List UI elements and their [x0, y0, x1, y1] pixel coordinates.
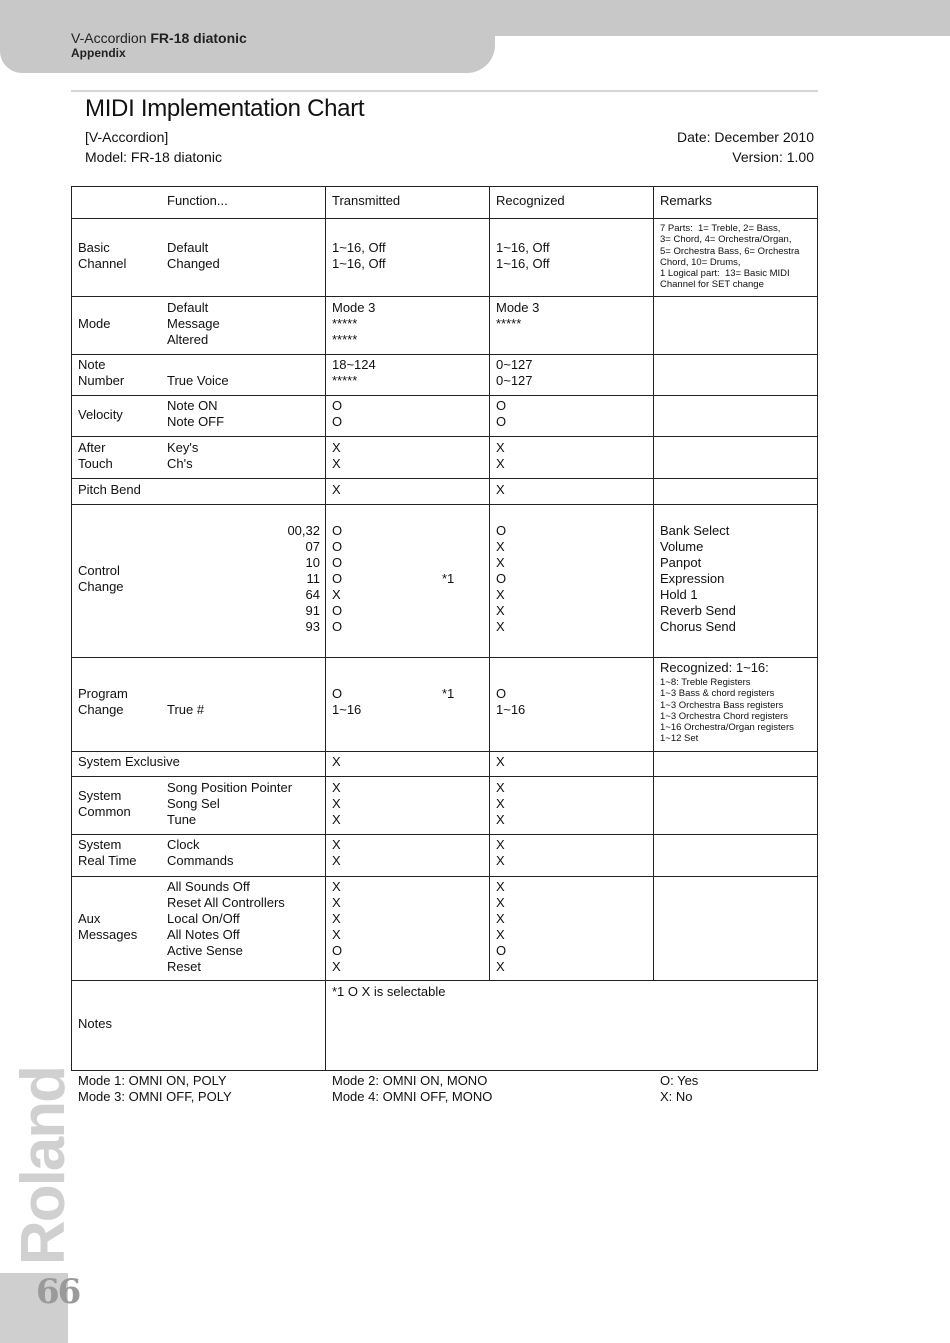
title-rule — [71, 90, 818, 92]
notes-text: *1 O X is selectable — [332, 984, 446, 999]
date-label: Date: December 2010 — [677, 129, 814, 145]
system-common-tx: X X X — [332, 780, 341, 827]
footer-mode1: Mode 1: OMNI ON, POLY — [78, 1073, 227, 1088]
row-divider — [72, 876, 817, 877]
pitch-bend-rx: X — [496, 482, 505, 497]
header-recognized: Recognized — [496, 193, 565, 208]
column-divider — [325, 187, 326, 1070]
velocity-tx: O O — [332, 398, 343, 429]
mode-rx: Mode 3 ***** — [496, 300, 540, 331]
mode-tx: Mode 3 ***** ***** — [332, 300, 376, 347]
after-touch-label: After Touch — [78, 440, 113, 471]
roland-logo: Roland — [9, 1066, 78, 1266]
after-touch-rx: X X — [496, 440, 505, 471]
page-title: MIDI Implementation Chart — [85, 95, 365, 122]
aux-messages-sub: All Sounds Off Reset All Controllers Local On/Off All Notes Off Active Sense Reset — [167, 879, 285, 974]
version-label: Version: 1.00 — [732, 149, 814, 165]
column-divider — [653, 187, 654, 980]
program-change-remarks-head: Recognized: 1~16: — [660, 660, 769, 675]
note-number-sub: True Voice — [167, 373, 229, 388]
program-change-remarks: 1~8: Treble Registers 1~3 Bass & chord registers 1~3 Orchestra Bass registers 1~3 Orchestra Chord registers 1~16 Orchestra/Organ registers 1~12 Set — [660, 677, 794, 745]
system-realtime-label: System Real Time — [78, 837, 137, 868]
footer-mode4: Mode 4: OMNI OFF, MONO — [332, 1089, 493, 1104]
system-exclusive-rx: X — [496, 754, 505, 769]
basic-channel-remarks: 7 Parts: 1= Treble, 2= Bass, 3= Chord, 4= Orchestra/Organ, 5= Orchestra Bass, 6= Orchestra Chord, 10= Drums, 1 Logical part: 13= Basic MIDI Channel for SET change — [660, 223, 800, 291]
system-realtime-sub: Clock Commands — [167, 837, 234, 868]
basic-channel-rx: 1~16, Off 1~16, Off — [496, 240, 550, 271]
program-change-tx: O 1~16 — [332, 686, 362, 717]
footer-yes: O: Yes — [660, 1073, 699, 1088]
device-label: [V-Accordion] — [85, 129, 169, 145]
header-remarks: Remarks — [660, 193, 713, 208]
row-divider — [72, 751, 817, 752]
basic-channel-label: Basic Channel — [78, 240, 127, 271]
row-divider — [72, 395, 817, 396]
program-change-tx-note: *1 — [442, 686, 455, 701]
program-change-sub: True # — [167, 702, 205, 717]
row-divider — [72, 657, 817, 658]
velocity-rx: O O — [496, 398, 507, 429]
mode-sub: Default Message Altered — [167, 300, 220, 347]
row-divider — [72, 478, 817, 479]
footer-no: X: No — [660, 1089, 693, 1104]
system-common-rx: X X X — [496, 780, 505, 827]
program-change-rx: O 1~16 — [496, 686, 526, 717]
control-change-remarks: Bank Select Volume Panpot Expression Hold 1 Reverb Send Chorus Send — [660, 523, 736, 634]
system-common-label: System Common — [78, 788, 131, 819]
header-function: Function... — [167, 193, 228, 208]
header-title: V-Accordion FR-18 diatonic — [71, 30, 247, 46]
pitch-bend-label: Pitch Bend — [78, 482, 141, 497]
row-divider — [72, 218, 817, 219]
velocity-label: Velocity — [78, 407, 123, 422]
control-change-rx: O X X O X X X — [496, 523, 507, 634]
row-divider — [72, 354, 817, 355]
row-divider — [72, 980, 817, 981]
after-touch-tx: X X — [332, 440, 341, 471]
aux-messages-rx: X X X X O X — [496, 879, 507, 974]
pitch-bend-tx: X — [332, 482, 341, 497]
control-change-label: Control Change — [78, 563, 124, 594]
midi-implementation-table — [71, 186, 818, 1071]
system-exclusive-label: System Exclusive — [78, 754, 180, 769]
basic-channel-sub: Default Changed — [167, 240, 220, 271]
velocity-sub: Note ON Note OFF — [167, 398, 225, 429]
system-exclusive-tx: X — [332, 754, 341, 769]
row-divider — [72, 436, 817, 437]
header-section: Appendix — [71, 46, 126, 60]
aux-messages-tx: X X X X O X — [332, 879, 343, 974]
row-divider — [72, 504, 817, 505]
footer-mode3: Mode 3: OMNI OFF, POLY — [78, 1089, 232, 1104]
system-realtime-tx: X X — [332, 837, 341, 868]
row-divider — [72, 834, 817, 835]
page-number: 66 — [36, 1272, 80, 1312]
system-common-sub: Song Position Pointer Song Sel Tune — [167, 780, 293, 827]
row-divider — [72, 776, 817, 777]
basic-channel-tx: 1~16, Off 1~16, Off — [332, 240, 386, 271]
notes-label: Notes — [78, 1016, 112, 1031]
footer-mode2: Mode 2: OMNI ON, MONO — [332, 1073, 488, 1088]
note-number-tx: 18~124 ***** — [332, 357, 376, 388]
note-number-label: Note Number — [78, 357, 125, 388]
after-touch-sub: Key's Ch's — [167, 440, 199, 471]
column-divider — [489, 187, 490, 980]
control-change-tx-note: *1 — [442, 571, 455, 586]
program-change-label: Program Change — [78, 686, 128, 717]
control-change-numbers: 00,32 07 10 11 64 91 93 — [287, 523, 320, 634]
aux-messages-label: Aux Messages — [78, 911, 138, 942]
control-change-tx: O O O O X O O — [332, 523, 343, 634]
note-number-rx: 0~127 0~127 — [496, 357, 533, 388]
row-divider — [72, 296, 817, 297]
mode-label: Mode — [78, 316, 111, 331]
header-transmitted: Transmitted — [332, 193, 401, 208]
system-realtime-rx: X X — [496, 837, 505, 868]
model-label: Model: FR-18 diatonic — [85, 149, 222, 165]
